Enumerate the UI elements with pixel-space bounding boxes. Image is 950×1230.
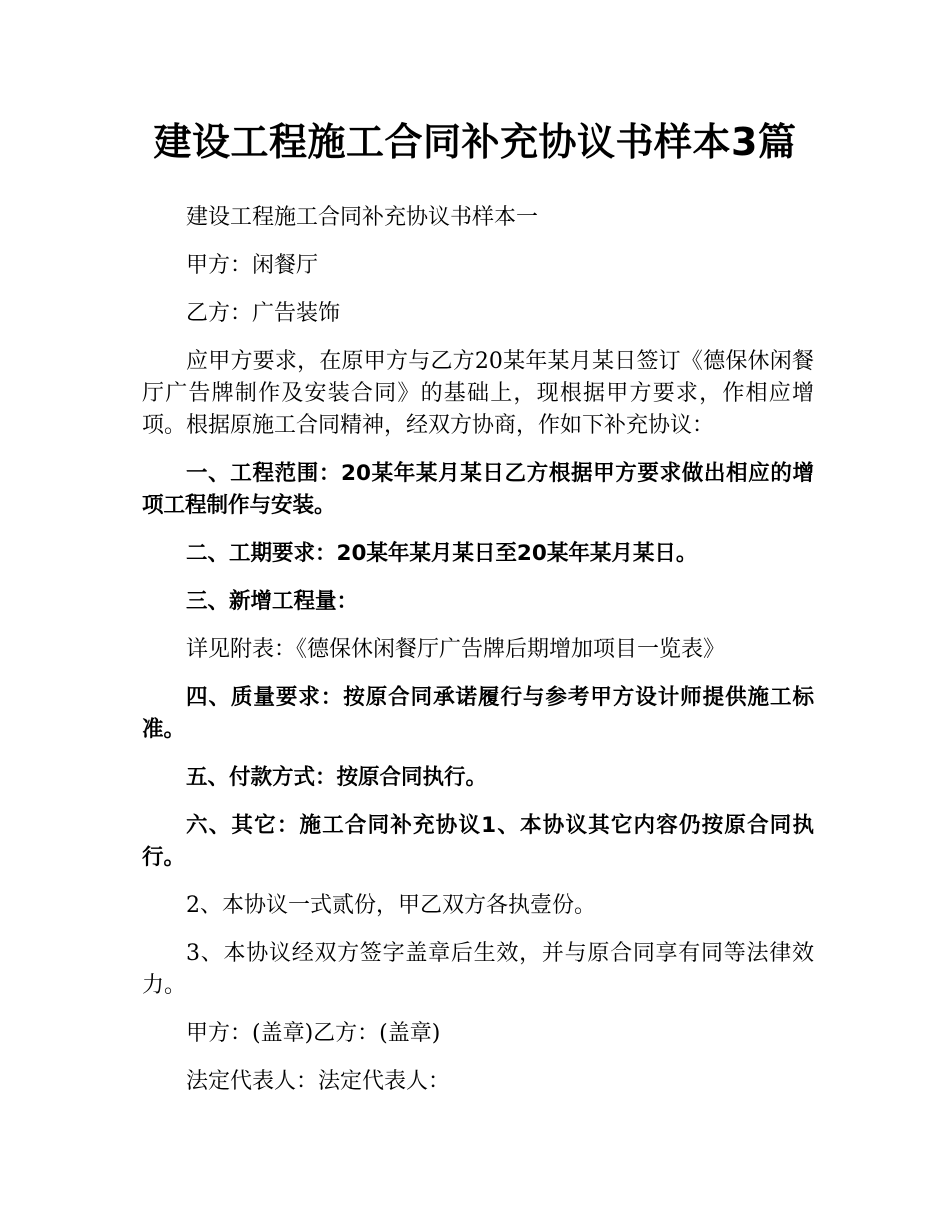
clause-schedule: 二、工期要求：20某年某月某日至20某年某月某日。: [186, 541, 698, 566]
document-title: 建设工程施工合同补充协议书样本3篇: [153, 120, 797, 164]
clause-new-work: 三、新增工程量：: [186, 589, 359, 614]
clause-other: 六、其它：施工合同补充协议1、本协议其它内容仍按原合同执行。: [142, 813, 814, 870]
representative-line: 法定代表人：法定代表人：: [186, 1069, 451, 1094]
preamble-paragraph: 应甲方要求，在原甲方与乙方20某年某月某日签订《德保休闲餐厅广告牌制作及安装合同》的基础上，现根据甲方要求，作相应增项。根据原施工合同精神，经双方协商，作如下补充协议：: [142, 349, 814, 438]
seal-line: 甲方：(盖章)乙方：(盖章): [186, 1021, 441, 1046]
document-body: [142, 202, 814, 1114]
clause-quality: 四、质量要求：按原合同承诺履行与参考甲方设计师提供施工标准。: [142, 685, 814, 742]
attachment-reference: 详见附表：《德保休闲餐厅广告牌后期增加项目一览表》: [186, 637, 726, 662]
party-b-paragraph: 乙方：广告装饰: [186, 301, 341, 326]
clause-payment: 五、付款方式：按原合同执行。: [186, 765, 488, 790]
party-a-paragraph: 甲方：闲餐厅: [186, 253, 319, 278]
copies-paragraph: 2、本协议一式贰份，甲乙双方各执壹份。: [186, 893, 596, 918]
clause-scope: 一、工程范围：20某年某月某日乙方根据甲方要求做出相应的增项工程制作与安装。: [142, 461, 814, 518]
subtitle-paragraph: 建设工程施工合同补充协议书样本一: [186, 205, 539, 230]
effect-paragraph: 3、本协议经双方签字盖章后生效，并与原合同享有同等法律效力。: [142, 941, 814, 998]
